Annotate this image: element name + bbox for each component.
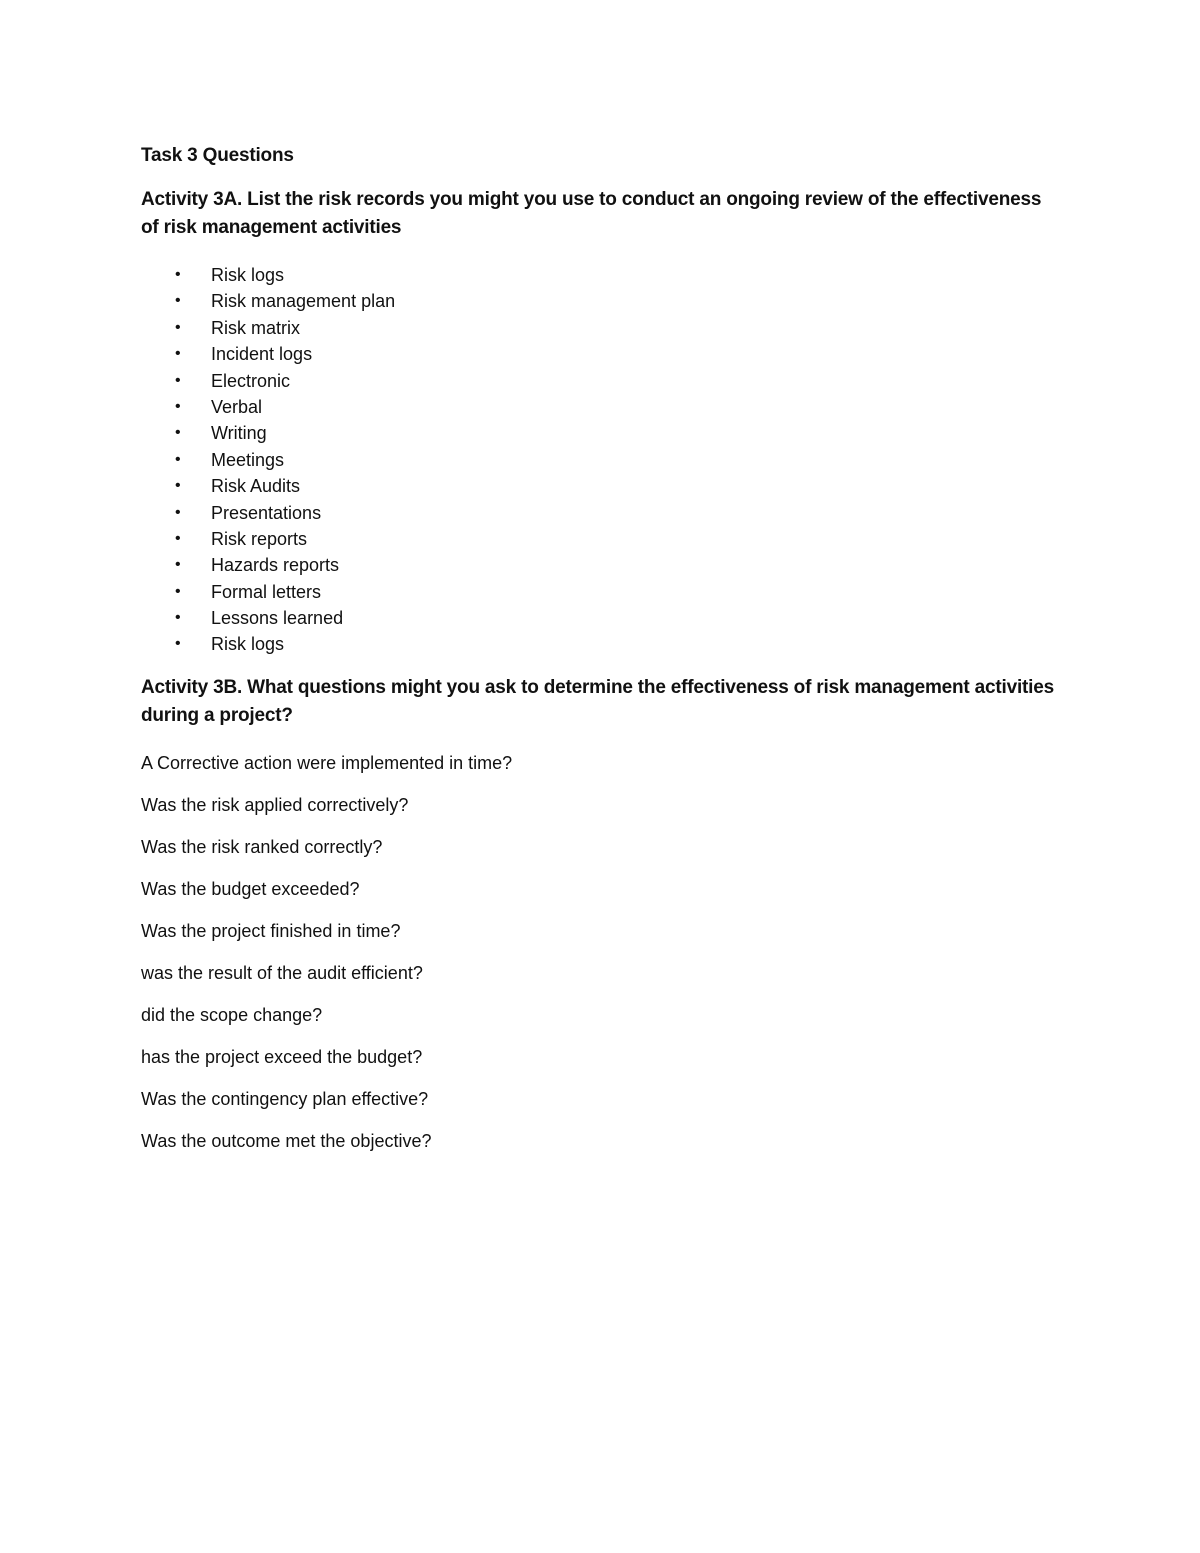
bullet-icon: •: [175, 609, 181, 627]
list-item-label: Formal letters: [211, 581, 322, 602]
bullet-icon: •: [175, 503, 181, 521]
list-item: [141, 526, 1061, 552]
bullet-icon: •: [175, 477, 181, 495]
list-item-label: Risk logs: [211, 265, 285, 285]
bullet-icon: •: [175, 397, 181, 415]
list-item: [141, 420, 1061, 446]
bullet-icon: •: [175, 318, 181, 336]
bullet-icon: •: [175, 292, 181, 310]
bullet-icon: •: [175, 450, 181, 468]
list-item: [141, 631, 1061, 657]
list-item-label: Risk management plan: [211, 291, 396, 312]
effectiveness-questions: [141, 750, 1061, 1154]
risk-records-list: [141, 262, 1061, 658]
bullet-icon: •: [175, 424, 181, 442]
question-paragraph: has the project exceed the budget?: [141, 1046, 423, 1067]
list-item: [141, 315, 1061, 341]
bullet-icon: •: [175, 371, 181, 389]
question-paragraph: Was the project finished in time?: [141, 920, 401, 941]
bullet-icon: •: [175, 556, 181, 574]
activity-3b-heading: Activity 3B. What questions might you ask to determine the effectiveness of risk management activities during a project?: [141, 676, 1054, 726]
document-content: [141, 142, 1061, 1170]
task-title: Task 3 Questions: [141, 145, 294, 166]
question-paragraph: A Corrective action were implemented in time?: [141, 752, 513, 773]
list-item-label: Presentations: [211, 502, 322, 523]
question-paragraph: was the result of the audit efficient?: [141, 962, 423, 983]
list-item-label: Meetings: [211, 449, 285, 470]
list-item: [141, 341, 1061, 367]
list-item: [141, 552, 1061, 578]
list-item-label: Risk matrix: [211, 317, 300, 338]
list-item: [141, 605, 1061, 631]
question-paragraph: Was the risk applied correctively?: [141, 794, 409, 815]
list-item-label: Hazards reports: [211, 555, 340, 576]
bullet-icon: •: [175, 345, 181, 363]
list-item-label: Risk Audits: [211, 476, 301, 497]
list-item-label: Verbal: [211, 396, 263, 417]
question-paragraph: Was the outcome met the objective?: [141, 1130, 432, 1151]
list-item: [141, 288, 1061, 314]
list-item-label: Risk logs: [211, 634, 285, 655]
list-item: [141, 579, 1061, 605]
list-item-label: Electronic: [211, 370, 291, 391]
list-item: [141, 500, 1061, 526]
list-item: [141, 262, 1061, 288]
list-item: [141, 447, 1061, 473]
bullet-icon: •: [175, 529, 181, 547]
list-item-label: Incident logs: [211, 344, 313, 365]
question-paragraph: did the scope change?: [141, 1004, 323, 1025]
list-item: [141, 368, 1061, 394]
bullet-icon: •: [175, 266, 181, 283]
question-paragraph: Was the risk ranked correctly?: [141, 836, 383, 857]
list-item-label: Writing: [211, 423, 267, 444]
list-item-label: Lessons learned: [211, 608, 344, 629]
question-paragraph: Was the contingency plan effective?: [141, 1088, 429, 1109]
bullet-icon: •: [175, 635, 181, 653]
list-item-label: Risk reports: [211, 528, 308, 549]
list-item: [141, 394, 1061, 420]
bullet-icon: •: [175, 582, 181, 600]
list-item: [141, 473, 1061, 499]
activity-3a-heading: Activity 3A. List the risk records you might you use to conduct an ongoing review of the effectiveness of risk management activities: [141, 189, 1042, 238]
question-paragraph: Was the budget exceeded?: [141, 878, 360, 899]
